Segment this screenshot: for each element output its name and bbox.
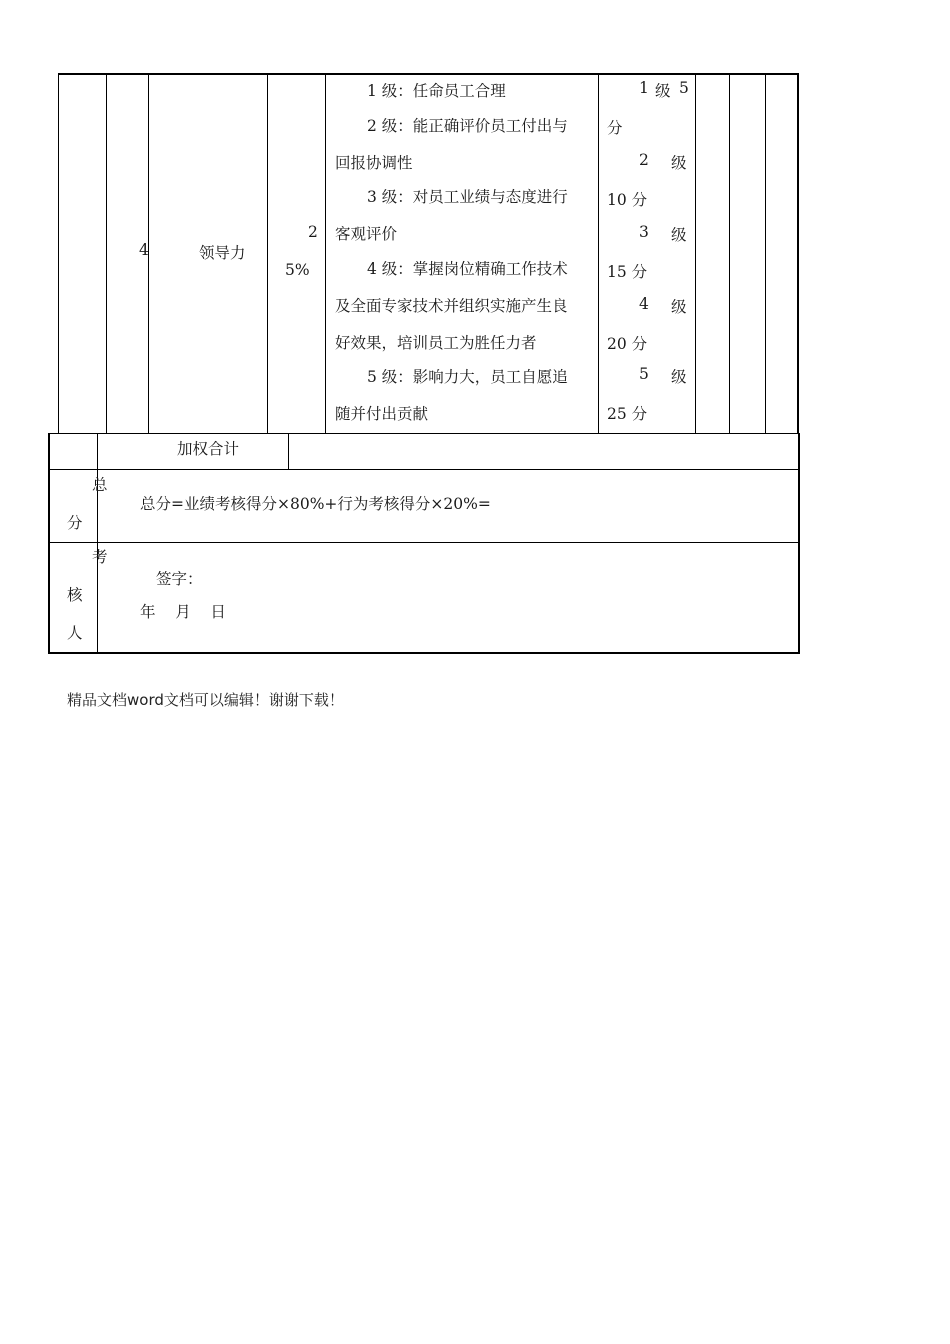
total-label-top: 总 — [92, 476, 108, 494]
signature-label: 签字： — [156, 570, 203, 588]
column-divider — [729, 75, 730, 434]
criteria-line: 1 级：任命员工合理 — [367, 82, 506, 100]
total-label-bottom: 分 — [67, 514, 83, 532]
score-points: 15 分 — [607, 263, 648, 281]
summary-table — [48, 433, 800, 654]
score-level-unit: 级 — [671, 298, 687, 316]
score-level: 5 — [639, 365, 649, 383]
weight-part-2: 5% — [285, 261, 310, 279]
weight-part-1: 2 — [308, 223, 318, 241]
score-level: 4 — [639, 295, 649, 313]
score-level-unit: 级 — [671, 226, 687, 244]
criteria-line: 好效果，培训员工为胜任力者 — [335, 334, 537, 352]
column-divider — [97, 434, 98, 652]
criteria-line: 3 级：对员工业绩与态度进行 — [367, 188, 568, 206]
score-points-unit: 分 — [607, 119, 623, 137]
column-divider — [288, 434, 289, 469]
column-divider — [695, 75, 696, 434]
indicator-name: 领导力 — [199, 244, 246, 262]
criteria-line: 5 级：影响力大，员工自愿追 — [367, 368, 568, 386]
score-points: 5 — [679, 79, 689, 97]
row-divider — [50, 469, 798, 470]
assessor-label-3: 人 — [67, 624, 83, 642]
column-divider — [325, 75, 326, 434]
footer-note: 精品文档word文档可以编辑！谢谢下载！ — [67, 691, 344, 709]
criteria-line: 2 级：能正确评价员工付出与 — [367, 117, 568, 135]
criteria-line: 4 级：掌握岗位精确工作技术 — [367, 260, 568, 278]
column-divider — [765, 75, 766, 434]
score-level: 3 — [639, 223, 649, 241]
score-points: 20 分 — [607, 335, 648, 353]
assessor-label-1: 考 — [92, 548, 108, 566]
score-level: 2 — [639, 151, 649, 169]
criteria-line: 客观评价 — [335, 225, 398, 243]
assessor-label-2: 核 — [67, 586, 83, 604]
score-level-unit: 级 — [671, 368, 687, 386]
score-points: 10 分 — [607, 191, 648, 209]
column-divider — [267, 75, 268, 434]
total-formula: 总分=业绩考核得分×80%+行为考核得分×20%= — [140, 495, 491, 513]
score-points: 25 分 — [607, 405, 648, 423]
criteria-line: 回报协调性 — [335, 154, 413, 172]
weighted-total-label: 加权合计 — [177, 440, 240, 458]
row-index: 4 — [139, 241, 149, 259]
score-level: 1 — [639, 79, 649, 97]
signature-date: 年 月 日 — [140, 603, 226, 621]
criteria-line: 及全面专家技术并组织实施产生良 — [335, 297, 568, 315]
row-divider — [50, 542, 798, 543]
column-divider — [598, 75, 599, 434]
score-level-unit: 级 — [655, 82, 671, 100]
column-divider — [106, 75, 107, 434]
score-level-unit: 级 — [671, 154, 687, 172]
criteria-line: 随并付出贡献 — [335, 405, 429, 423]
evaluation-table-row — [58, 73, 799, 434]
